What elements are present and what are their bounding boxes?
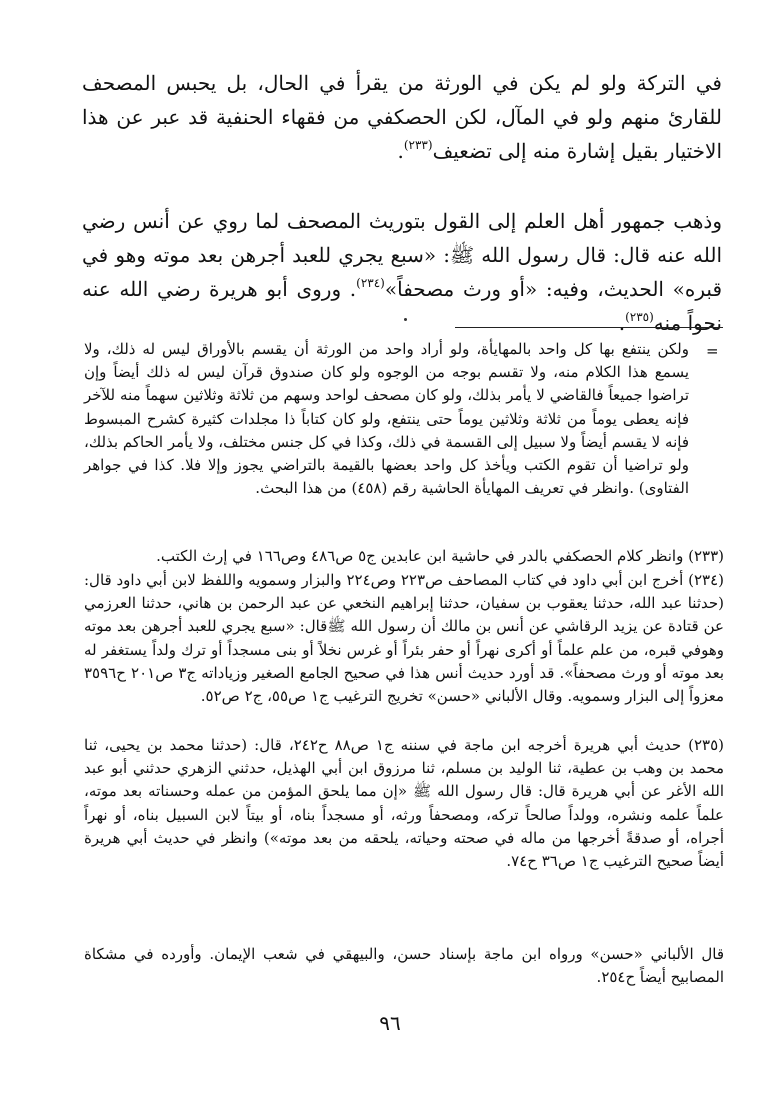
main-paragraph-1-end: . <box>397 139 404 163</box>
footnote-235: (٢٣٥) حديث أبي هريرة أخرجه ابن ماجة في سننه ج١ ص٨٨ ح٢٤٢، قال: (حدثنا محمد بن يحيى، ثنا محمد بن وهب بن عطية، ثنا الوليد بن مسلم، ثنا مرزوق ابن أبي الهذيل، حدثني الزهري حدثني أبو عبد الله الأغر عن أبي هريرة قال: قال رسول الله ﷺ «إن مما يلحق المؤمن من عمله وحسناته بعد موته، علماً علمه ونشره، وولداً صالحاً تركه، ومصحفاً ورثه، أو مسجداً بناه، أو بيتاً لابن السبيل بناه، أو نهراً أجراه، أو صدقةً أخرجها من ماله في صحته وحياته، يلحقه من بعد موته») وانظر في حديث أبي هريرة أيضاً صحيح الترغيب ج١ ص٣٦ ح٧٤. <box>84 736 725 871</box>
footnote-continuation-marker: = <box>706 342 719 360</box>
footnote-divider <box>455 327 723 328</box>
ink-dot <box>404 318 407 321</box>
footnote-continuation: ولكن ينتفع بها كل واحد بالمهايأة، ولو أراد واحد من الورثة أن يقسم بالأوراق ليس له ذلك، ولا يسمع هذا الكلام منه، ولا تقسم بوجه من الوجوه ولو كان صندوق قرآن ليس له ذلك أيضاً وإن تراضوا جميعاً فالقاضي لا يأمر بذلك، ولو كان مصحف لواحد وسهم من ثلاثة وثلاثين سهماً منه للآخر فإنه يعطى يوماً من ثلاثة وثلاثين يوماً حتى ينتفع، ولو كان كتاباً ذا مجلدات كثيرة كشرح المبسوط فإنه لا يقسم أيضاً ولا سبيل إلى القسمة في ذلك، وكذا في كل جنس مختلف، ولا يأمر الحاكم بذلك، ولو تراضيا أن تقوم الكتب ويأخذ كل واحد بعضها بالقيمة بالتراضي يجوز وإلا فلا. كذا في جواهر الفتاوى) .وانظر في تعريف المهايأة الحاشية رقم (٤٥٨) من هذا البحث. <box>84 340 689 498</box>
main-paragraph-1 <box>82 66 722 168</box>
page-number: ٩٦ <box>379 1011 401 1035</box>
main-paragraph-2-end: . <box>618 311 626 335</box>
footnote-234: (٢٣٤) أخرج ابن أبي داود في كتاب المصاحف ص٢٢٣ وص٢٢٤ والبزار وسمويه واللفظ لابن أبي داود قال: (حدثنا عبد الله، حدثنا يعقوب بن سفيان، حدثنا إبراهيم النخعي عن عبد الرحمن بن هاني، حدثنا العرزمي عن قتادة عن يزيد الرقاشي عن أنس بن مالك أن رسول الله ﷺقال: «سبع يجري للعبد أجرهن بعد موته وهوفي قبره، من علم علماً أو أكرى نهراً أو حفر بئراً أو غرس نخلاً أو بنى مسجداً أو ترك ولداً يستغفر له بعد موته أو ورث مصحفاً». قد أورد حديث أنس هذا في صحيح الجامع الصغير وزياداته ج٣ ص٢٠١ ح٣٥٩٦ معزواً إلى البزار وسمويه. وقال الألباني «حسن» تخريج الترغيب ج١ ص٥٥، ج٢ ص٥٢. <box>84 571 724 706</box>
main-paragraph-2 <box>82 204 722 340</box>
footnote-ref-234[interactable]: (٢٣٤) <box>356 276 385 290</box>
main-paragraph-2-text-b: . وروى أبو هريرة رضي الله عنه نحواً منه <box>82 277 722 335</box>
footnote-235-extra: قال الألباني «حسن» ورواه ابن ماجة بإسناد حسن، والبيهقي في شعب الإيمان. وأورده في مشكاة المصابيح أيضاً ح٢٥٤. <box>84 945 724 987</box>
main-paragraph-2-text-a: وذهب جمهور أهل العلم إلى القول بتوريث المصحف لما روي عن أنس رضي الله عنه قال: قال رسول الله ﷺ: «سبع يجري للعبد أجرهن بعد موته وهو في قبره» الحديث، وفيه: «أو ورث مصحفاً» <box>82 209 723 301</box>
footnote-233: (٢٣٣) وانظر كلام الحصكفي بالدر في حاشية ابن عابدين ج٥ ص٤٨٦ وص١٦٦ في إرث الكتب. <box>156 547 724 565</box>
footnote-ref-235[interactable]: (٢٣٥) <box>625 310 654 324</box>
main-paragraph-1-text: في التركة ولو لم يكن في الورثة من يقرأ في الحال، بل يحبس المصحف للقارئ منهم ولو في المآل، لكن الحصكفي من فقهاء الحنفية قد عبر عن هذا الاختيار بقيل إشارة منه إلى تضعيف <box>82 71 722 163</box>
footnote-ref-233[interactable]: (٢٣٣) <box>403 138 433 152</box>
